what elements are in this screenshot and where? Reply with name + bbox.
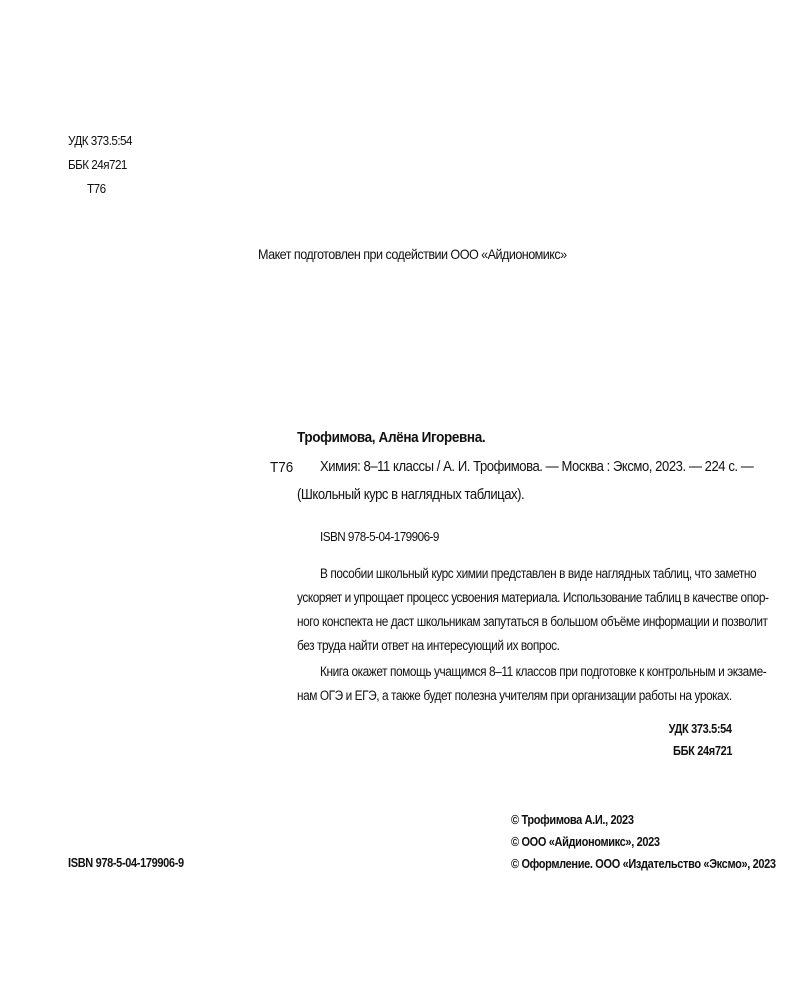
annotation-line: ускоряет и упрощает процесс усвоения материала. Использование таблиц в качестве опор- bbox=[297, 590, 769, 605]
udk-code-top: УДК 373.5:54 bbox=[68, 133, 132, 148]
annotation-line: нам ОГЭ и ЕГЭ, а также будет полезна учителям при организации работы на уроках. bbox=[297, 688, 732, 703]
annotation-line: без труда найти ответ на интересующий их вопрос. bbox=[297, 638, 560, 653]
isbn-line: ISBN 978-5-04-179906-9 bbox=[320, 529, 439, 544]
copyright-line: © Трофимова А.И., 2023 bbox=[511, 813, 634, 827]
bibliographic-title-line-1: Химия: 8–11 классы / А. И. Трофимова. — Москва : Эксмо, 2023. — 224 с. — bbox=[320, 458, 754, 475]
bbk-code-top: ББК 24я721 bbox=[68, 157, 127, 172]
layout-credit-note: Макет подготовлен при содействии ООО «Айдиономикс» bbox=[258, 246, 567, 262]
copyright-line: © ООО «Айдиономикс», 2023 bbox=[511, 835, 660, 849]
author-mark-top: Т76 bbox=[87, 181, 106, 196]
author-heading: Трофимова, Алёна Игоревна. bbox=[297, 429, 486, 446]
bbk-code-bottom: ББК 24я721 bbox=[672, 744, 732, 758]
bibliographic-title-line-2: (Школьный курс в наглядных таблицах). bbox=[297, 486, 525, 503]
author-mark: Т76 bbox=[270, 459, 294, 476]
copyright-line: © Оформление. ООО «Издательство «Эксмо», 2023 bbox=[511, 857, 776, 871]
annotation-line: Книга окажет помощь учащимся 8–11 классов при подготовке к контрольным и экзаме- bbox=[320, 664, 767, 679]
udk-code-bottom: УДК 373.5:54 bbox=[668, 722, 732, 736]
isbn-footer: ISBN 978-5-04-179906-9 bbox=[68, 856, 184, 870]
annotation-line: В пособии школьный курс химии представлен в виде наглядных таблиц, что заметно bbox=[320, 566, 757, 581]
annotation-line: ного конспекта не даст школьникам запутаться в большом объёме информации и позволит bbox=[297, 614, 768, 629]
